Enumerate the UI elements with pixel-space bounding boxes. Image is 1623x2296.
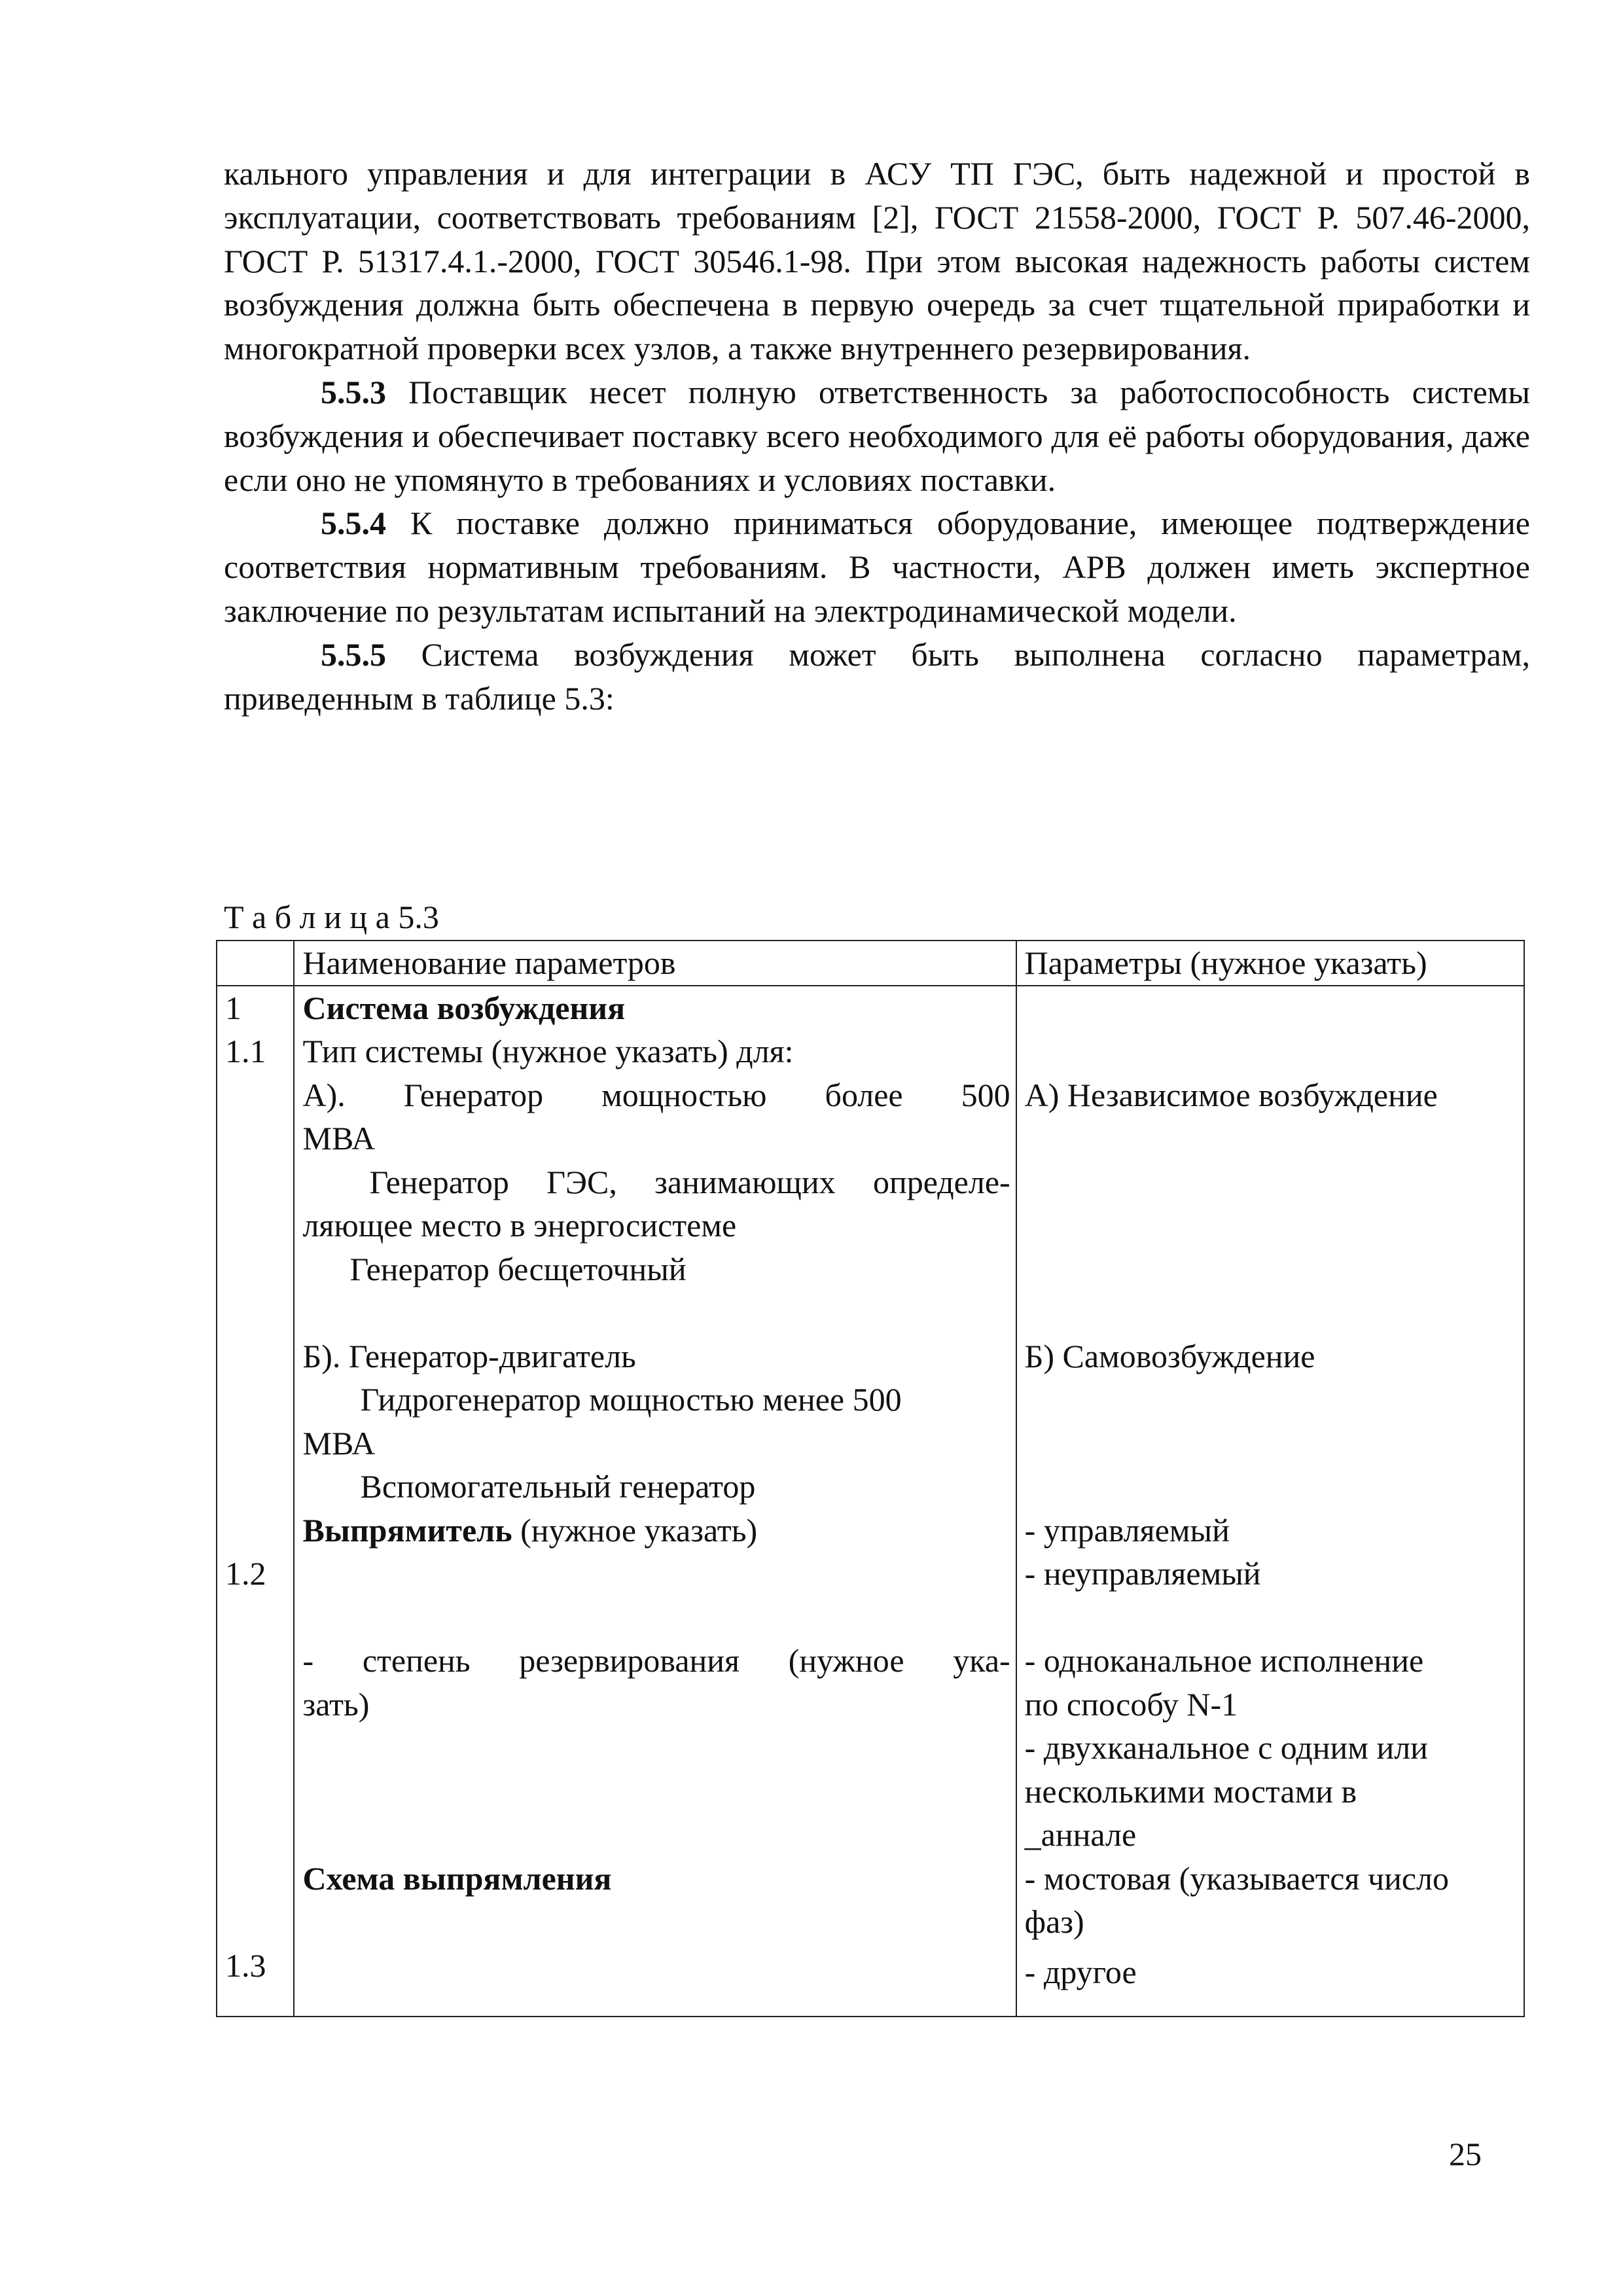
paragraph-continuation bbox=[224, 152, 1530, 370]
parameter-value: - неуправляемый bbox=[1024, 1555, 1261, 1592]
section-number: 1 bbox=[225, 989, 241, 1026]
header-cell-parameter-name: Наименование параметров bbox=[294, 941, 1016, 986]
paragraph-text: Система возбуждения может быть выполнена согласно параметрам, приведенным в таблице 5.3: bbox=[224, 636, 1530, 717]
parameter-label: МВА bbox=[302, 1424, 376, 1462]
row-number-cell bbox=[217, 986, 294, 2017]
parameter-value: - мостовая (указывается число bbox=[1024, 1859, 1449, 1897]
parameter-value: - управляемый bbox=[1024, 1511, 1230, 1549]
paragraph-text: Поставщик несет полную ответственность за работоспособность системы возбуждения и обеспечивает поставку всего необходимого для её работы оборудования, даже если оно не упомянуто в требованиях и условиях поставки. bbox=[224, 373, 1530, 498]
parameter-value: А) Независимое возбуждение bbox=[1024, 1076, 1438, 1113]
parameter-value: - другое bbox=[1024, 1953, 1137, 1990]
clause-number: 5.5.5 bbox=[321, 636, 386, 673]
parameter-label: Генератор ГЭС, занимающих определе- bbox=[369, 1163, 1010, 1200]
parameter-label: А). Генератор мощностью более 500 bbox=[302, 1076, 1010, 1113]
section-title-note: (нужное указать) bbox=[512, 1511, 758, 1549]
parameter-label: Гидрогенератор мощностью менее 500 bbox=[360, 1381, 902, 1418]
parameter-value: несколькими мостами в bbox=[1024, 1772, 1357, 1810]
paragraph-5-5-5 bbox=[224, 633, 1530, 721]
paragraph-text: кального управления и для интеграции в АСУ ТП ГЭС, быть надежной и простой в эксплуатации, соответствовать требованиям [2], ГОСТ 21558-2000, ГОСТ Р. 507.46-2000, ГОСТ Р. 51317.4.1.-2000, ГОСТ 30546.1-98. При этом высокая надежность работы систем возбуждения должна быть обеспечена в первую очередь за счет тщательной приработки и многократной проверки всех узлов, а также внутреннего резервирования. bbox=[224, 155, 1530, 367]
table-header-row bbox=[217, 941, 1524, 986]
parameter-label: Вспомогательный генератор bbox=[360, 1468, 756, 1505]
parameter-label: - степень резервирования (нужное ука- bbox=[302, 1642, 1010, 1679]
parameter-value-cell bbox=[1016, 986, 1524, 2017]
parameter-label: Б). Генератор-двигатель bbox=[302, 1337, 636, 1374]
parameter-label: ляющее место в энергосистеме bbox=[302, 1207, 737, 1244]
header-cell-parameter-value: Параметры (нужное указать) bbox=[1016, 941, 1524, 986]
parameter-label bbox=[302, 1509, 1010, 1552]
header-cell-number bbox=[217, 941, 294, 986]
section-title: Система возбуждения bbox=[302, 989, 626, 1026]
paragraph-text: К поставке должно приниматься оборудование, имеющее подтверждение соответствия нормативным требованиям. В частности, АРВ должен иметь экспертное заключение по результатам испытаний на электродинамической модели. bbox=[224, 505, 1530, 629]
table-caption: Т а б л и ц а 5.3 bbox=[224, 899, 439, 935]
parameter-name-cell bbox=[294, 986, 1016, 2017]
parameter-label: зать) bbox=[302, 1685, 370, 1723]
parameter-label: МВА bbox=[302, 1120, 376, 1157]
parameters-table bbox=[216, 940, 1525, 2017]
table-row bbox=[217, 986, 1524, 2017]
parameter-value: _аннале bbox=[1024, 1816, 1137, 1853]
parameter-value: по способу N-1 bbox=[1024, 1685, 1238, 1723]
parameter-label: Генератор бесщеточный bbox=[349, 1250, 687, 1287]
page-number: 25 bbox=[1449, 2136, 1482, 2172]
clause-number: 5.5.3 bbox=[321, 373, 386, 410]
section-number: 1.3 bbox=[225, 1946, 266, 1984]
parameter-label: Тип системы (нужное указать) для: bbox=[302, 1033, 794, 1069]
paragraph-5-5-3 bbox=[224, 370, 1530, 501]
paragraph-5-5-4 bbox=[224, 501, 1530, 632]
parameter-value: Б) Самовозбуждение bbox=[1024, 1337, 1315, 1374]
section-title: Выпрямитель bbox=[302, 1511, 512, 1549]
section-title: Схема выпрямления bbox=[302, 1859, 612, 1897]
body-text bbox=[224, 152, 1530, 720]
section-number: 1.2 bbox=[225, 1555, 266, 1592]
parameter-value: - двухканальное с одним или bbox=[1024, 1729, 1428, 1766]
parameter-value: фаз) bbox=[1024, 1903, 1084, 1940]
clause-number: 5.5.4 bbox=[321, 505, 386, 542]
parameter-value: - одноканальное исполнение bbox=[1024, 1642, 1424, 1679]
section-number: 1.1 bbox=[225, 1033, 266, 1069]
